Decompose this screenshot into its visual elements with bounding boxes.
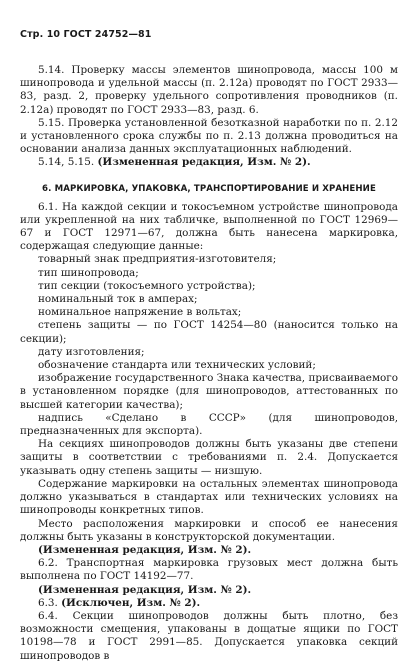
- list-item: тип шинопровода;: [38, 266, 139, 279]
- list-item: товарный знак предприятия-изготовителя;: [38, 253, 277, 266]
- paragraph-5-14: 5.14. Проверку массы элементов шинопровода, массы 100 м шинопровода и удельной массы (п. 2.12а) проводят по ГОСТ 2933—83, разд. 2, проверку удельного сопротивления проводников (п. 2.12а) проводят по ГОСТ 2933—83, разд. 6.: [20, 64, 398, 116]
- paragraph-6-2: 6.2. Транспортная маркировка грузовых мест должна быть выполнена по ГОСТ 14192—77.: [20, 557, 398, 583]
- list-item: изображение государственного Знака качества, присваиваемого в установленном порядке (для шинопроводов, аттестованных по высшей категории качества);: [20, 372, 398, 411]
- list-item: тип секции (токосъемного устройства);: [38, 279, 256, 292]
- list-item: дату изготовления;: [38, 345, 145, 358]
- page-content: [20, 64, 398, 663]
- list-item: надпись «Сделано в СССР» (для шинопроводов, предназначенных для экспорта).: [20, 411, 398, 438]
- amendment-note-6-2: (Измененная редакция, Изм. № 2).: [38, 583, 252, 596]
- amendment-note-5-14-5-15: [20, 156, 398, 169]
- paragraph-6-4: 6.4. Секции шинопроводов должны быть плотно, без возможности смещения, упакованы в дощатые ящики по ГОСТ 10198—78 и ГОСТ 2991—85. Допускается упаковка секций шинопроводов в: [20, 609, 398, 662]
- page-header: Стр. 10 ГОСТ 24752—81: [20, 29, 152, 40]
- paragraph-6-1: 6.1. На каждой секции и токосъемном устройстве шинопровода или укрепленной на них табличке, выполненной по ГОСТ 12969—67 и ГОСТ 12971—67, должна быть нанесена маркировка, содержащая следующие данные:: [20, 200, 398, 253]
- amendment-note-prefix: 5.14, 5.15.: [38, 156, 98, 169]
- paragraph-protection-degree: На секциях шинопроводов должны быть указаны две степени защиты в соответствии с требованиями п. 2.4. Допускается указывать одну степень защиты — низшую.: [20, 438, 398, 477]
- paragraph-6-3-prefix: 6.3.: [38, 596, 62, 609]
- section-title: 6. МАРКИРОВКА, УПАКОВКА, ТРАНСПОРТИРОВАНИЕ И ХРАНЕНИЕ: [42, 183, 376, 194]
- amendment-note-6-1: (Измененная редакция, Изм. № 2).: [38, 543, 252, 556]
- amendment-note-bold: (Измененная редакция, Изм. № 2).: [97, 156, 311, 169]
- list-item: номинальное напряжение в вольтах;: [38, 306, 242, 319]
- paragraph-marking-location: Место расположения маркировки и способ ее нанесения должны быть указаны в конструкторской документации.: [20, 517, 398, 543]
- paragraph-5-15: 5.15. Проверка установленной безотказной наработки по п. 2.12 и установленного срока службы по п. 2.13 должна проводиться на основании анализа данных эксплуатационных наблюдений.: [20, 116, 398, 156]
- paragraph-6-3: [20, 597, 398, 610]
- paragraph-other-elements: Содержание маркировки на остальных элементах шинопровода должно указываться в стандартах или технических условиях на шинопроводы конкретных типов.: [20, 477, 398, 517]
- paragraph-6-3-bold: (Исключен, Изм. № 2).: [61, 596, 201, 609]
- list-item: степень защиты — по ГОСТ 14254—80 (наносится только на секции);: [20, 319, 398, 345]
- list-item: номинальный ток в амперах;: [38, 293, 198, 306]
- list-item: обозначение стандарта или технических условий;: [38, 359, 316, 372]
